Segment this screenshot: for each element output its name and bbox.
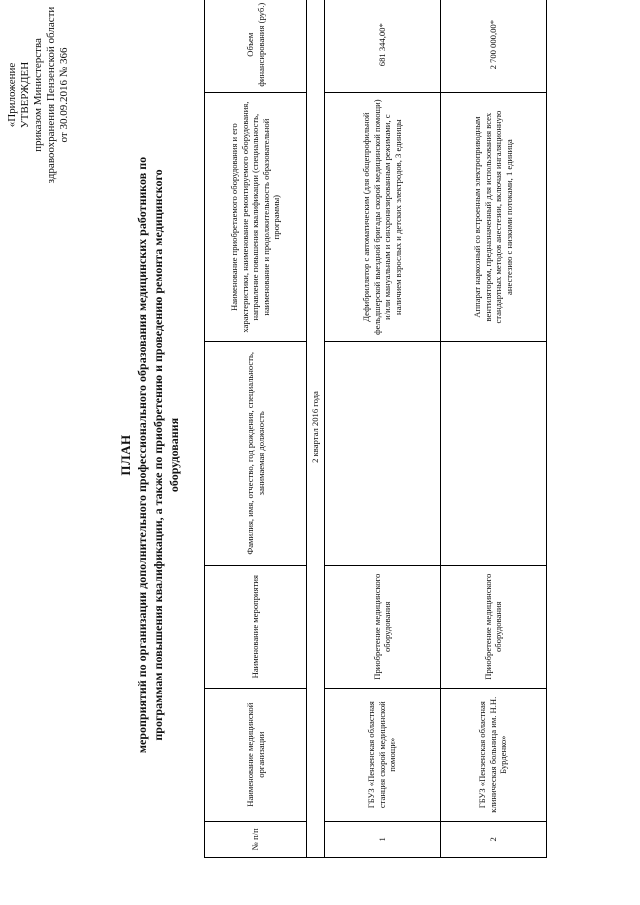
header-person: Фамилия, имя, отчество, год рождения, специальность, занимаемая должность — [205, 341, 307, 565]
period-label: 2 квартал 2016 года — [307, 0, 325, 858]
approval-stamp — [6, 0, 71, 190]
approval-line-2: УТВЕРЖДЕН — [19, 61, 31, 129]
title-heading: ПЛАН — [118, 434, 133, 476]
header-event: Наименование мероприятия — [205, 565, 307, 688]
table-row — [440, 0, 546, 858]
header-funding: Объем финансирования (руб.) — [205, 0, 307, 93]
row-org: ГБУЗ «Пензенская областная станция скорой медицинской помощи» — [324, 688, 440, 821]
row-num: 2 — [440, 821, 546, 857]
row-funding: 681 344,00* — [324, 0, 440, 93]
row-num: 1 — [324, 821, 440, 857]
plan-table — [204, 0, 547, 858]
approval-line-3: приказом Министерства — [32, 38, 44, 152]
row-person — [324, 341, 440, 565]
row-equipment: Аппарат наркозный со встроенным электроприводным вентилятором, предназначенный для использования всех стандартных методов анестезии, включая ингаляционную анестезию с низкими потоками, 1 единица — [440, 93, 546, 341]
title-line-3: оборудования — [167, 417, 181, 493]
table-row — [324, 0, 440, 858]
approval-line-5: от 30.09.2016 № 366 — [58, 47, 70, 143]
title-line-2: программам повышения квалификации, а также по приобретению и проведению ремонта медицинского — [151, 169, 165, 741]
row-funding: 2 700 000,00* — [440, 0, 546, 93]
row-org: ГБУЗ «Пензенская областная клиническая больница им. Н.Н. Бурденко» — [440, 688, 546, 821]
period-row — [307, 0, 325, 858]
title-line-1: мероприятий по организации дополнительного профессионального образования медицинских работников по — [135, 156, 149, 754]
row-event: Приобретение медицинского оборудования — [324, 565, 440, 688]
header-org: Наименование медицинской организации — [205, 688, 307, 821]
approval-line-4: здравоохранения Пензенской области — [45, 6, 57, 184]
table-header-row — [205, 0, 307, 858]
header-num: № п/п — [205, 821, 307, 857]
row-event: Приобретение медицинского оборудования — [440, 565, 546, 688]
row-equipment: Дефибриллятор с автоматическим (для общепрофильной фельдшерской выездной бригады скорой медицинской помощи) и/или мануальным и синхронизированным режимами, с наличием взрослых и детских электродов, 3 единицы — [324, 93, 440, 341]
row-person — [440, 341, 546, 565]
approval-line-1: «Приложение — [6, 62, 18, 128]
header-equipment: Наименование приобретаемого оборудования и его характеристики, наименование ремонтируемого оборудования, направление повышения квалификации (специальность, наименование и продолжительность образовательной программы) — [205, 93, 307, 341]
document-title — [118, 95, 182, 815]
